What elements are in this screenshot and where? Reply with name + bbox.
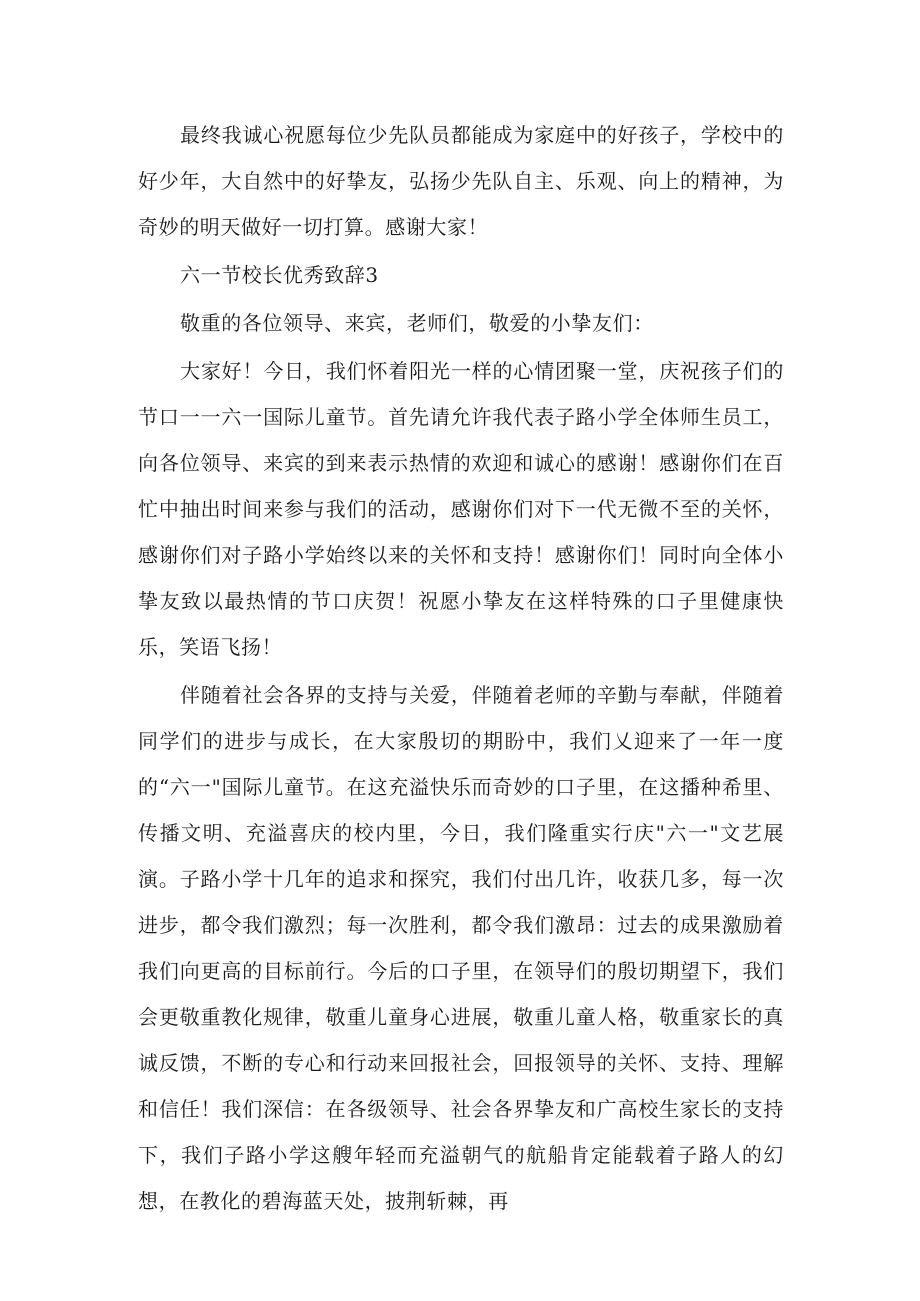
document-body [138,112,784,1224]
main-body-paragraph: 伴随着社会各界的支持与关爱，伴随着老师的辛勤与奉献，伴随着同学们的进步与成长，在大家殷切的期盼中，我们乂迎来了一年一度的“六一"国际儿童节。在这充溢快乐而奇妙的口子里，在这播种希里、传播文明、充溢喜庆的校内里，今日，我们隆重实行庆"六一"文艺展演。子路小学十几年的追求和探究，我们付出几许，收获几多，每一次进步，都令我们激烈；每一次胜利，都令我们激昂：过去的成果激励着我们向更高的目标前行。今后的口子里，在领导们的殷切期望下，我们会更敬重教化规律，敬重儿童身心进展，敬重儿童人格，敬重家长的真诚反馈，不断的专心和行动来回报社会，回报领导的关怀、支持、理解和信任！我们深信：在各级领导、社会各界挚友和广高校生家长的支持下，我们子路小学这艘年轻而充溢朝气的航船肯定能载着子路人的幻想，在教化的碧海蓝天处，披荆斩棘，再 [138,683,784,1213]
salutation-line: 敬重的各位领导、来宾，老师们，敬爱的小挚友们： [180,311,654,335]
closing-paragraph: 最终我诚心祝愿每位少先队员都能成为家庭中的好孩子，学校中的好少年，大自然中的好挚友，弘扬少先队自主、乐观、向上的精神，为奇妙的明天做好一切打算。感谢大家！ [138,123,784,239]
greeting-paragraph: 大家好！今日，我们怀着阳光一样的心情团聚一堂，庆祝孩子们的节口一一六一国际儿童节。首先请允许我代表子路小学全体师生员工，向各位领导、来宾的到来表示热情的欢迎和诚心的感谢！感谢你们在百忙中抽出时间来参与我们的活动，感谢你们对下一代无微不至的关怀，感谢你们对子路小学始终以来的关怀和支持！感谢你们！同时向全体小挚友致以最热情的节口庆贺！祝愿小挚友在这样特殊的口子里健康快乐，笑语飞扬！ [138,359,784,659]
speech-title: 六一节校长优秀致辞3 [180,263,379,287]
